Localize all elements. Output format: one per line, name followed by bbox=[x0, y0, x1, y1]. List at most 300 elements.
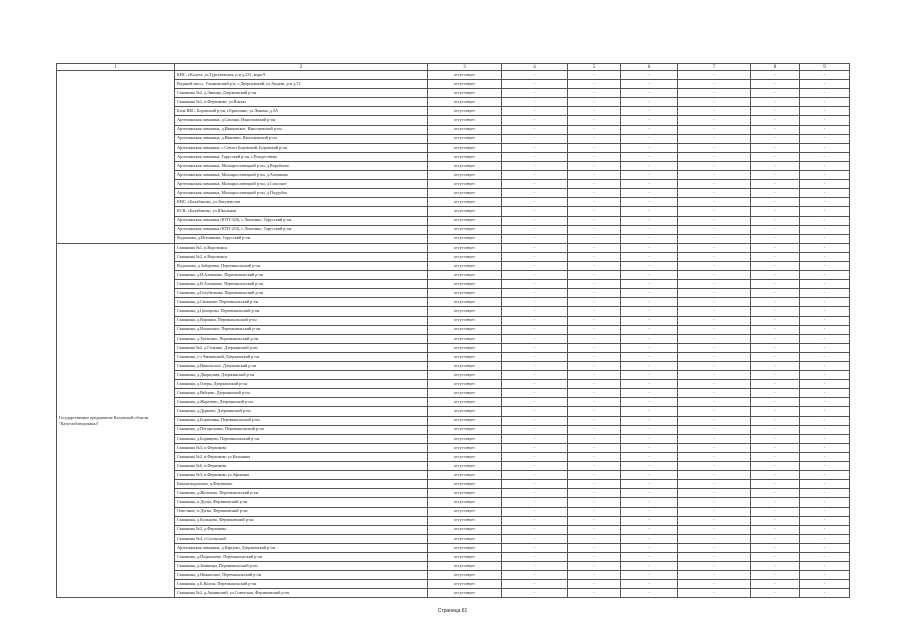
value-cell-col-5: - bbox=[568, 298, 621, 307]
object-name-cell: Скважина, д.Погореловка, Перемышльский р-он bbox=[175, 425, 428, 434]
value-cell-col-8: - bbox=[751, 443, 800, 452]
object-name-cell: Скважина №1, п.Воротынск bbox=[175, 243, 428, 252]
value-cell-col-4: - bbox=[502, 116, 568, 125]
table-row bbox=[57, 198, 850, 207]
object-name-cell: Артезианская скважина, д.Карцово, Дзержинский р-он bbox=[175, 543, 428, 552]
status-cell: отсутствует bbox=[428, 334, 502, 343]
value-cell-col-4: - bbox=[502, 180, 568, 189]
status-cell: отсутствует bbox=[428, 471, 502, 480]
value-cell-col-8: - bbox=[751, 462, 800, 471]
status-cell: отсутствует bbox=[428, 143, 502, 152]
value-cell-col-8: - bbox=[751, 552, 800, 561]
value-cell-col-4: - bbox=[502, 352, 568, 361]
value-cell-col-7: - bbox=[678, 89, 751, 98]
status-cell: отсутствует bbox=[428, 225, 502, 234]
value-cell-col-5: - bbox=[568, 225, 621, 234]
status-cell: отсутствует bbox=[428, 434, 502, 443]
value-cell-col-9: - bbox=[800, 534, 850, 543]
value-cell-col-6: - bbox=[621, 362, 678, 371]
value-cell-col-6: - bbox=[621, 489, 678, 498]
object-name-cell: Скважина №4, г.Сосенский bbox=[175, 534, 428, 543]
value-cell-col-8: - bbox=[751, 434, 800, 443]
table-row bbox=[57, 161, 850, 170]
value-cell-col-4: - bbox=[502, 552, 568, 561]
table-row bbox=[57, 525, 850, 534]
object-name-cell: Скважина №2, д.Аннинский, ул.Советская, Ферзиковский р-он bbox=[175, 589, 428, 598]
value-cell-col-4: - bbox=[502, 243, 568, 252]
value-cell-col-6: - bbox=[621, 289, 678, 298]
value-cell-col-9: - bbox=[800, 371, 850, 380]
object-name-cell: Артезианская скважина (КТП-253), с.Лопатино, Тарусский р-он bbox=[175, 225, 428, 234]
value-cell-col-5: - bbox=[568, 534, 621, 543]
status-cell: отсутствует bbox=[428, 152, 502, 161]
object-name-cell: Скважина №3, п.Ферзиково bbox=[175, 443, 428, 452]
table-row bbox=[57, 189, 850, 198]
value-cell-col-8: - bbox=[751, 198, 800, 207]
value-cell-col-5: - bbox=[568, 280, 621, 289]
value-cell-col-7: - bbox=[678, 552, 751, 561]
value-cell-col-9: - bbox=[800, 180, 850, 189]
value-cell-col-5: - bbox=[568, 271, 621, 280]
value-cell-col-9: - bbox=[800, 325, 850, 334]
value-cell-col-5: - bbox=[568, 525, 621, 534]
status-cell: отсутствует bbox=[428, 589, 502, 598]
value-cell-col-8: - bbox=[751, 80, 800, 89]
value-cell-col-7: - bbox=[678, 125, 751, 134]
value-cell-col-4: - bbox=[502, 543, 568, 552]
value-cell-col-9: - bbox=[800, 125, 850, 134]
value-cell-col-4: - bbox=[502, 489, 568, 498]
value-cell-col-9: - bbox=[800, 589, 850, 598]
value-cell-col-9: - bbox=[800, 498, 850, 507]
table-row bbox=[57, 107, 850, 116]
value-cell-col-4: - bbox=[502, 316, 568, 325]
value-cell-col-7: - bbox=[678, 352, 751, 361]
status-cell: отсутствует bbox=[428, 234, 502, 243]
value-cell-col-6: - bbox=[621, 398, 678, 407]
value-cell-col-6: - bbox=[621, 552, 678, 561]
value-cell-col-4: - bbox=[502, 516, 568, 525]
table-row bbox=[57, 71, 850, 80]
value-cell-col-7: - bbox=[678, 298, 751, 307]
object-name-cell: Скважина, д.Григорово, Перемышльский р-он bbox=[175, 307, 428, 316]
value-cell-col-6: - bbox=[621, 543, 678, 552]
table-row bbox=[57, 325, 850, 334]
value-cell-col-7: - bbox=[678, 525, 751, 534]
value-cell-col-8: - bbox=[751, 71, 800, 80]
value-cell-col-9: - bbox=[800, 316, 850, 325]
table-row bbox=[57, 516, 850, 525]
value-cell-col-4: - bbox=[502, 452, 568, 461]
object-name-cell: Скважина №2, п.Воротынск bbox=[175, 252, 428, 261]
value-cell-col-5: - bbox=[568, 180, 621, 189]
value-cell-col-6: - bbox=[621, 180, 678, 189]
column-header-1: 1 bbox=[57, 64, 175, 71]
value-cell-col-4: - bbox=[502, 307, 568, 316]
table-row bbox=[57, 134, 850, 143]
table-row bbox=[57, 116, 850, 125]
status-cell: отсутствует bbox=[428, 189, 502, 198]
value-cell-col-6: - bbox=[621, 480, 678, 489]
value-cell-col-9: - bbox=[800, 362, 850, 371]
object-name-cell: Блок ВКС, Боровский р-он, г.Ермолино, ул.Ленина, д.3А bbox=[175, 107, 428, 116]
value-cell-col-4: - bbox=[502, 289, 568, 298]
status-cell: отсутствует bbox=[428, 516, 502, 525]
table-row bbox=[57, 216, 850, 225]
value-cell-col-7: - bbox=[678, 452, 751, 461]
value-cell-col-4: - bbox=[502, 252, 568, 261]
value-cell-col-7: - bbox=[678, 407, 751, 416]
value-cell-col-6: - bbox=[621, 161, 678, 170]
value-cell-col-5: - bbox=[568, 307, 621, 316]
value-cell-col-7: - bbox=[678, 462, 751, 471]
value-cell-col-4: - bbox=[502, 471, 568, 480]
value-cell-col-6: - bbox=[621, 280, 678, 289]
value-cell-col-6: - bbox=[621, 189, 678, 198]
value-cell-col-4: - bbox=[502, 443, 568, 452]
object-name-cell: Скважина №1, п.Ферзиково, ул.Вокзал bbox=[175, 98, 428, 107]
status-cell: отсутствует bbox=[428, 452, 502, 461]
table-row bbox=[57, 498, 850, 507]
value-cell-col-8: - bbox=[751, 216, 800, 225]
organization-cell bbox=[57, 71, 175, 244]
value-cell-col-8: - bbox=[751, 525, 800, 534]
status-cell: отсутствует bbox=[428, 343, 502, 352]
data-table bbox=[56, 63, 850, 598]
object-name-cell: Скважина, д.Воронки, Перемышльский р-он bbox=[175, 316, 428, 325]
value-cell-col-7: - bbox=[678, 380, 751, 389]
object-name-cell: Скважина, д.Нижнеское, Перемышльский р-он bbox=[175, 571, 428, 580]
value-cell-col-8: - bbox=[751, 316, 800, 325]
value-cell-col-8: - bbox=[751, 307, 800, 316]
value-cell-col-9: - bbox=[800, 507, 850, 516]
status-cell: отсутствует bbox=[428, 71, 502, 80]
value-cell-col-5: - bbox=[568, 589, 621, 598]
table-row bbox=[57, 589, 850, 598]
table-row bbox=[57, 480, 850, 489]
value-cell-col-5: - bbox=[568, 434, 621, 443]
value-cell-col-9: - bbox=[800, 443, 850, 452]
table-row bbox=[57, 352, 850, 361]
object-name-cell: Скважина, д.Железово, Перемышльский р-он bbox=[175, 489, 428, 498]
value-cell-col-9: - bbox=[800, 225, 850, 234]
value-cell-col-4: - bbox=[502, 398, 568, 407]
value-cell-col-6: - bbox=[621, 271, 678, 280]
value-cell-col-9: - bbox=[800, 289, 850, 298]
status-cell: отсутствует bbox=[428, 207, 502, 216]
object-name-cell: Артезианская скважина, с.Совхоз Боровский, Боровский р-он bbox=[175, 143, 428, 152]
value-cell-col-7: - bbox=[678, 161, 751, 170]
value-cell-col-9: - bbox=[800, 171, 850, 180]
object-name-cell: Артезианская скважина, Малоярославецкий р-он, д.Воробьево bbox=[175, 161, 428, 170]
object-name-cell: Артезианская скважина, Малоярославецкий р-он, д.Поддубье bbox=[175, 189, 428, 198]
value-cell-col-5: - bbox=[568, 134, 621, 143]
table-row bbox=[57, 471, 850, 480]
value-cell-col-6: - bbox=[621, 589, 678, 598]
value-cell-col-5: - bbox=[568, 216, 621, 225]
value-cell-col-8: - bbox=[751, 298, 800, 307]
value-cell-col-8: - bbox=[751, 389, 800, 398]
value-cell-col-4: - bbox=[502, 216, 568, 225]
object-name-cell: Артезианская скважина, д.Сашина, Износковский р-он bbox=[175, 116, 428, 125]
value-cell-col-6: - bbox=[621, 371, 678, 380]
value-cell-col-4: - bbox=[502, 362, 568, 371]
value-cell-col-8: - bbox=[751, 334, 800, 343]
object-name-cell: Артезианская скважина, Малоярославецкий р-он, д.Спасское bbox=[175, 180, 428, 189]
value-cell-col-9: - bbox=[800, 271, 850, 280]
value-cell-col-9: - bbox=[800, 380, 850, 389]
object-name-cell: Скважина, д.Голубятинка, Перемышльский р-он bbox=[175, 289, 428, 298]
value-cell-col-4: - bbox=[502, 343, 568, 352]
value-cell-col-4: - bbox=[502, 371, 568, 380]
value-cell-col-5: - bbox=[568, 389, 621, 398]
value-cell-col-4: - bbox=[502, 71, 568, 80]
value-cell-col-7: - bbox=[678, 443, 751, 452]
value-cell-col-4: - bbox=[502, 334, 568, 343]
object-name-cell: Артезианская скважина (КТП-320), с.Лопатино, Тарусский р-он bbox=[175, 216, 428, 225]
value-cell-col-7: - bbox=[678, 134, 751, 143]
value-cell-col-5: - bbox=[568, 480, 621, 489]
value-cell-col-5: - bbox=[568, 507, 621, 516]
table-row bbox=[57, 307, 850, 316]
value-cell-col-9: - bbox=[800, 189, 850, 198]
value-cell-col-8: - bbox=[751, 180, 800, 189]
value-cell-col-6: - bbox=[621, 462, 678, 471]
value-cell-col-6: - bbox=[621, 434, 678, 443]
value-cell-col-9: - bbox=[800, 434, 850, 443]
value-cell-col-7: - bbox=[678, 143, 751, 152]
value-cell-col-8: - bbox=[751, 480, 800, 489]
value-cell-col-7: - bbox=[678, 98, 751, 107]
organization-cell: Государственное предприятие Калужской области "Калугаоблводоканал" bbox=[57, 243, 175, 598]
value-cell-col-5: - bbox=[568, 471, 621, 480]
status-cell: отсутствует bbox=[428, 161, 502, 170]
value-cell-col-6: - bbox=[621, 425, 678, 434]
value-cell-col-6: - bbox=[621, 316, 678, 325]
value-cell-col-7: - bbox=[678, 425, 751, 434]
value-cell-col-5: - bbox=[568, 362, 621, 371]
value-cell-col-6: - bbox=[621, 80, 678, 89]
value-cell-col-9: - bbox=[800, 71, 850, 80]
value-cell-col-8: - bbox=[751, 234, 800, 243]
value-cell-col-7: - bbox=[678, 316, 751, 325]
value-cell-col-6: - bbox=[621, 98, 678, 107]
status-cell: отсутствует bbox=[428, 134, 502, 143]
value-cell-col-9: - bbox=[800, 280, 850, 289]
value-cell-col-4: - bbox=[502, 107, 568, 116]
value-cell-col-7: - bbox=[678, 225, 751, 234]
value-cell-col-4: - bbox=[502, 225, 568, 234]
object-name-cell: Артезианская скважина, Тарусский р-он, с.Рождествено bbox=[175, 152, 428, 161]
value-cell-col-6: - bbox=[621, 243, 678, 252]
object-name-cell: КНС, г.Балабаново, ул.Энтузиастов bbox=[175, 198, 428, 207]
value-cell-col-5: - bbox=[568, 343, 621, 352]
value-cell-col-9: - bbox=[800, 116, 850, 125]
value-cell-col-8: - bbox=[751, 380, 800, 389]
value-cell-col-8: - bbox=[751, 261, 800, 270]
value-cell-col-7: - bbox=[678, 71, 751, 80]
value-cell-col-8: - bbox=[751, 398, 800, 407]
table-row bbox=[57, 425, 850, 434]
column-header-3: 3 bbox=[428, 64, 502, 71]
value-cell-col-5: - bbox=[568, 289, 621, 298]
status-cell: отсутствует bbox=[428, 489, 502, 498]
value-cell-col-6: - bbox=[621, 252, 678, 261]
object-name-cell: Водяной насос, Ульяновский р-н, с.Дворцовский, ул.Анцева, р-н д.72 bbox=[175, 80, 428, 89]
object-name-cell: Скважина, д.Дурнево, Дзержинский р-он bbox=[175, 407, 428, 416]
value-cell-col-8: - bbox=[751, 562, 800, 571]
value-cell-col-8: - bbox=[751, 425, 800, 434]
value-cell-col-9: - bbox=[800, 398, 850, 407]
value-cell-col-9: - bbox=[800, 452, 850, 461]
value-cell-col-9: - bbox=[800, 571, 850, 580]
value-cell-col-8: - bbox=[751, 98, 800, 107]
object-name-cell: Скважина, д.Никольское, Дзержинский р-он bbox=[175, 362, 428, 371]
status-cell: отсутствует bbox=[428, 398, 502, 407]
status-cell: отсутствует bbox=[428, 125, 502, 134]
object-name-cell: Скважина, д.В.Алешково, Перемышльский р-он bbox=[175, 280, 428, 289]
value-cell-col-5: - bbox=[568, 543, 621, 552]
table-row bbox=[57, 261, 850, 270]
value-cell-col-9: - bbox=[800, 198, 850, 207]
value-cell-col-8: - bbox=[751, 471, 800, 480]
value-cell-col-7: - bbox=[678, 280, 751, 289]
value-cell-col-7: - bbox=[678, 507, 751, 516]
value-cell-col-8: - bbox=[751, 280, 800, 289]
table-row bbox=[57, 80, 850, 89]
object-name-cell: Скважина, д.Подкопаево, Перемышльский р-он bbox=[175, 552, 428, 561]
value-cell-col-4: - bbox=[502, 434, 568, 443]
value-cell-col-6: - bbox=[621, 580, 678, 589]
status-cell: отсутствует bbox=[428, 480, 502, 489]
value-cell-col-5: - bbox=[568, 189, 621, 198]
value-cell-col-4: - bbox=[502, 207, 568, 216]
value-cell-col-7: - bbox=[678, 371, 751, 380]
value-cell-col-4: - bbox=[502, 271, 568, 280]
table-row bbox=[57, 543, 850, 552]
value-cell-col-9: - bbox=[800, 489, 850, 498]
value-cell-col-9: - bbox=[800, 516, 850, 525]
value-cell-col-7: - bbox=[678, 489, 751, 498]
table-row bbox=[57, 452, 850, 461]
value-cell-col-9: - bbox=[800, 471, 850, 480]
value-cell-col-7: - bbox=[678, 562, 751, 571]
value-cell-col-7: - bbox=[678, 207, 751, 216]
value-cell-col-5: - bbox=[568, 252, 621, 261]
value-cell-col-4: - bbox=[502, 407, 568, 416]
value-cell-col-5: - bbox=[568, 571, 621, 580]
value-cell-col-9: - bbox=[800, 243, 850, 252]
value-cell-col-4: - bbox=[502, 562, 568, 571]
value-cell-col-8: - bbox=[751, 161, 800, 170]
status-cell: отсутствует bbox=[428, 171, 502, 180]
value-cell-col-7: - bbox=[678, 589, 751, 598]
value-cell-col-8: - bbox=[751, 589, 800, 598]
value-cell-col-5: - bbox=[568, 562, 621, 571]
status-cell: отсутствует bbox=[428, 116, 502, 125]
value-cell-col-7: - bbox=[678, 107, 751, 116]
object-name-cell: КСН, г.Балабаново, ул.Школьная bbox=[175, 207, 428, 216]
value-cell-col-6: - bbox=[621, 71, 678, 80]
value-cell-col-5: - bbox=[568, 261, 621, 270]
value-cell-col-7: - bbox=[678, 307, 751, 316]
value-cell-col-5: - bbox=[568, 207, 621, 216]
status-cell: отсутствует bbox=[428, 389, 502, 398]
table-row bbox=[57, 343, 850, 352]
table-row bbox=[57, 489, 850, 498]
value-cell-col-9: - bbox=[800, 98, 850, 107]
value-cell-col-8: - bbox=[751, 498, 800, 507]
table-row bbox=[57, 462, 850, 471]
page-number: Страница 61 bbox=[437, 608, 468, 614]
status-cell: отсутствует bbox=[428, 243, 502, 252]
value-cell-col-6: - bbox=[621, 143, 678, 152]
status-cell: отсутствует bbox=[428, 580, 502, 589]
value-cell-col-4: - bbox=[502, 143, 568, 152]
value-cell-col-4: - bbox=[502, 161, 568, 170]
value-cell-col-7: - bbox=[678, 534, 751, 543]
value-cell-col-9: - bbox=[800, 580, 850, 589]
value-cell-col-8: - bbox=[751, 189, 800, 198]
value-cell-col-9: - bbox=[800, 307, 850, 316]
table-row bbox=[57, 234, 850, 243]
object-name-cell: Скважина, п.Дугна, Ферзиковский р-он bbox=[175, 498, 428, 507]
column-header-4: 4 bbox=[502, 64, 568, 71]
value-cell-col-9: - bbox=[800, 89, 850, 98]
value-cell-col-9: - bbox=[800, 425, 850, 434]
table-body bbox=[57, 71, 850, 598]
value-cell-col-6: - bbox=[621, 298, 678, 307]
value-cell-col-9: - bbox=[800, 543, 850, 552]
status-cell: отсутствует bbox=[428, 89, 502, 98]
value-cell-col-9: - bbox=[800, 462, 850, 471]
value-cell-col-4: - bbox=[502, 507, 568, 516]
status-cell: отсутствует bbox=[428, 280, 502, 289]
table-row bbox=[57, 398, 850, 407]
value-cell-col-8: - bbox=[751, 134, 800, 143]
status-cell: отсутствует bbox=[428, 80, 502, 89]
value-cell-col-7: - bbox=[678, 543, 751, 552]
table-row bbox=[57, 289, 850, 298]
object-name-cell: Скважина, д.Кольцово, Ферзиковский р-он bbox=[175, 516, 428, 525]
value-cell-col-6: - bbox=[621, 261, 678, 270]
value-cell-col-5: - bbox=[568, 552, 621, 561]
object-name-cell: Скважина, д.Жерелево, Дзержинский р-он bbox=[175, 398, 428, 407]
value-cell-col-5: - bbox=[568, 80, 621, 89]
value-cell-col-8: - bbox=[751, 225, 800, 234]
value-cell-col-8: - bbox=[751, 362, 800, 371]
value-cell-col-7: - bbox=[678, 343, 751, 352]
table-row bbox=[57, 280, 850, 289]
object-name-cell: Скважина №2, д.Галкино, Дзержинский р-он bbox=[175, 343, 428, 352]
value-cell-col-8: - bbox=[751, 534, 800, 543]
value-cell-col-9: - bbox=[800, 389, 850, 398]
value-cell-col-4: - bbox=[502, 425, 568, 434]
column-header-2: 2 bbox=[175, 64, 428, 71]
value-cell-col-4: - bbox=[502, 280, 568, 289]
object-name-cell: Скважина, д.Рябцево, Дзержинский р-он bbox=[175, 389, 428, 398]
status-cell: отсутствует bbox=[428, 352, 502, 361]
value-cell-col-9: - bbox=[800, 152, 850, 161]
status-cell: отсутствует bbox=[428, 562, 502, 571]
table-row bbox=[57, 534, 850, 543]
value-cell-col-5: - bbox=[568, 71, 621, 80]
value-cell-col-9: - bbox=[800, 161, 850, 170]
status-cell: отсутствует bbox=[428, 289, 502, 298]
value-cell-col-9: - bbox=[800, 252, 850, 261]
value-cell-col-4: - bbox=[502, 380, 568, 389]
value-cell-col-5: - bbox=[568, 580, 621, 589]
